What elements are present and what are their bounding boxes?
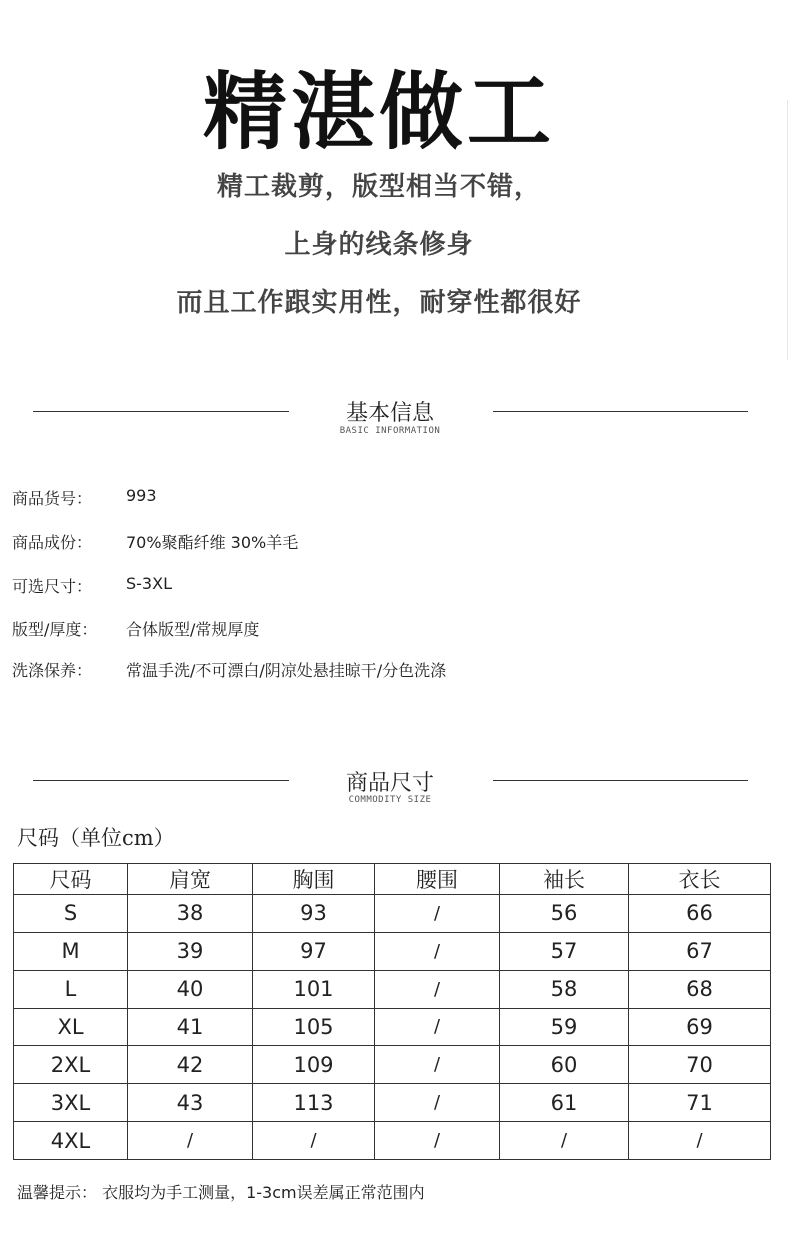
table-cell: 67 <box>629 932 771 970</box>
table-row <box>14 1122 771 1160</box>
table-cell: 43 <box>128 1084 253 1122</box>
table-cell: 57 <box>500 932 629 970</box>
table-cell: 101 <box>253 970 375 1008</box>
table-cell: L <box>14 970 128 1008</box>
table-cell: 38 <box>128 895 253 933</box>
table-cell: / <box>500 1122 629 1160</box>
table-row <box>14 895 771 933</box>
section-rule-left <box>33 411 289 412</box>
info-label: 可选尺寸： <box>12 577 93 596</box>
table-header-row <box>14 864 771 895</box>
table-cell: / <box>128 1122 253 1160</box>
table-cell: 69 <box>629 1008 771 1046</box>
basic-info-subtitle: BASIC INFORMATION <box>339 426 441 436</box>
hero-line-2: 上身的线条修身 <box>284 230 474 260</box>
size-section-title: 商品尺寸 <box>345 771 434 796</box>
hero-line-3: 而且工作跟实用性，耐穿性都很好 <box>176 288 582 318</box>
section-rule-right <box>493 411 748 412</box>
size-table <box>13 863 771 1160</box>
info-label: 商品成份： <box>12 533 93 552</box>
info-row-care <box>12 658 752 682</box>
table-cell: 105 <box>253 1008 375 1046</box>
section-rule-right <box>493 780 748 781</box>
table-row <box>14 970 771 1008</box>
info-label: 版型/厚度： <box>12 620 98 639</box>
info-row-item-no <box>12 486 752 510</box>
table-cell: 66 <box>629 895 771 933</box>
table-cell: / <box>375 970 500 1008</box>
table-cell: 4XL <box>14 1122 128 1160</box>
info-value: 合体版型/常规厚度 <box>126 620 260 639</box>
measurement-tip: 温馨提示： 衣服均为手工测量，1-3cm误差属正常范围内 <box>17 1183 425 1202</box>
table-cell: 113 <box>253 1084 375 1122</box>
size-section-subtitle: COMMODITY SIZE <box>348 795 432 805</box>
table-cell: 41 <box>128 1008 253 1046</box>
table-cell: XL <box>14 1008 128 1046</box>
table-cell: / <box>629 1122 771 1160</box>
table-cell: 39 <box>128 932 253 970</box>
info-row-material <box>12 530 752 554</box>
table-cell: / <box>375 895 500 933</box>
table-cell: 58 <box>500 970 629 1008</box>
table-cell: 59 <box>500 1008 629 1046</box>
hero-title: 精湛做工 <box>202 63 555 161</box>
table-cell: 70 <box>629 1046 771 1084</box>
table-row <box>14 1084 771 1122</box>
info-value: 993 <box>126 486 157 505</box>
table-cell: 2XL <box>14 1046 128 1084</box>
table-cell: 68 <box>629 970 771 1008</box>
table-cell: S <box>14 895 128 933</box>
info-label: 商品货号： <box>12 489 93 508</box>
info-value: 常温手洗/不可漂白/阴凉处悬挂晾干/分色洗涤 <box>126 661 447 680</box>
table-cell: / <box>375 1084 500 1122</box>
table-cell: 97 <box>253 932 375 970</box>
table-cell: 93 <box>253 895 375 933</box>
header-length: 衣长 <box>629 864 771 895</box>
hero-line-1: 精工裁剪，版型相当不错， <box>216 172 541 202</box>
table-cell: / <box>375 1008 500 1046</box>
info-value: S-3XL <box>126 574 172 593</box>
table-cell: 60 <box>500 1046 629 1084</box>
table-cell: / <box>253 1122 375 1160</box>
size-table-caption: 尺码（单位cm） <box>17 826 175 850</box>
basic-info-title: 基本信息 <box>345 401 434 426</box>
table-row <box>14 1008 771 1046</box>
info-row-fit <box>12 617 752 641</box>
header-shoulder: 肩宽 <box>128 864 253 895</box>
header-chest: 胸围 <box>253 864 375 895</box>
info-value: 70%聚酯纤维 30%羊毛 <box>126 533 299 552</box>
table-cell: 3XL <box>14 1084 128 1122</box>
table-cell: 109 <box>253 1046 375 1084</box>
table-cell: / <box>375 932 500 970</box>
table-cell: 61 <box>500 1084 629 1122</box>
table-row <box>14 932 771 970</box>
table-cell: 56 <box>500 895 629 933</box>
edge-divider <box>787 100 788 360</box>
header-waist: 腰围 <box>375 864 500 895</box>
table-cell: / <box>375 1046 500 1084</box>
table-cell: 42 <box>128 1046 253 1084</box>
table-cell: / <box>375 1122 500 1160</box>
header-size: 尺码 <box>14 864 128 895</box>
section-rule-left <box>33 780 289 781</box>
table-cell: 40 <box>128 970 253 1008</box>
header-sleeve: 袖长 <box>500 864 629 895</box>
table-row <box>14 1046 771 1084</box>
info-label: 洗涤保养： <box>12 661 93 680</box>
info-row-sizes <box>12 574 752 598</box>
table-cell: M <box>14 932 128 970</box>
table-cell: 71 <box>629 1084 771 1122</box>
